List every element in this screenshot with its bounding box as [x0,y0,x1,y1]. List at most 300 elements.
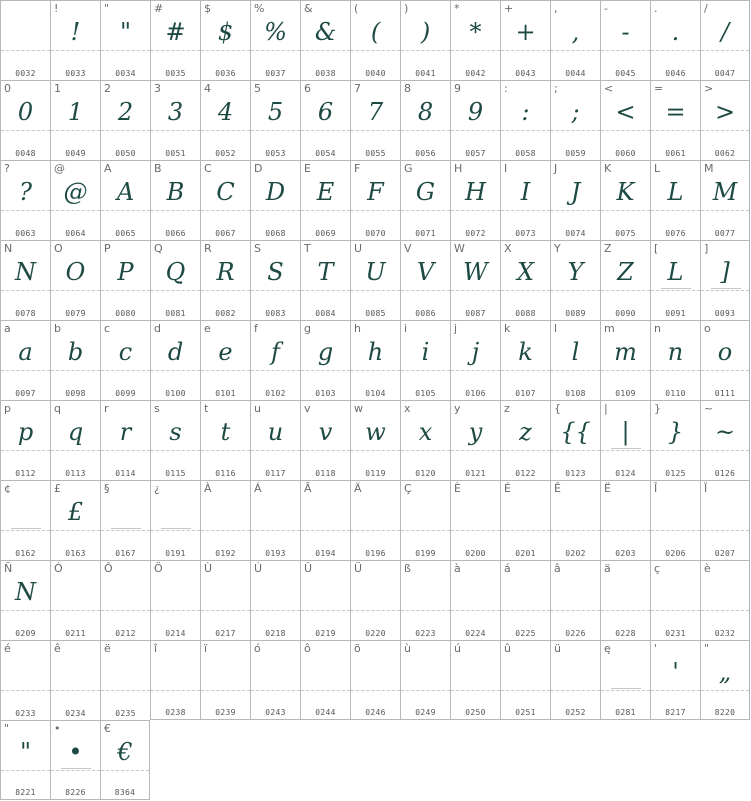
glyph-cell[interactable] [350,0,400,80]
glyph-preview: * [469,18,482,46]
character-label: P [104,242,111,255]
glyph-cell[interactable] [700,0,750,80]
baseline-divider [201,210,250,211]
baseline-divider [601,690,650,691]
glyph-preview: ( [370,18,381,46]
baseline-divider [501,130,550,131]
glyph-preview [151,574,200,610]
char-code-label: 0251 [515,708,536,717]
glyph-cell[interactable] [0,160,50,240]
glyph-preview: b [67,338,84,366]
glyph-cell[interactable] [600,80,650,160]
glyph-cell[interactable] [100,640,150,720]
glyph-cell[interactable] [400,240,450,320]
character-label: ç [654,562,661,575]
glyph-cell[interactable] [0,560,50,640]
glyph-preview: o [717,338,733,366]
glyph-preview: > [714,98,736,126]
glyph-cell[interactable] [450,400,500,480]
character-label: ß [404,562,411,575]
glyph-cell[interactable] [400,80,450,160]
glyph-cell[interactable] [500,320,550,400]
character-label: R [204,242,212,255]
glyph-preview: E [316,178,335,206]
character-label: ô [304,642,311,655]
character-label: < [604,82,614,95]
glyph-preview: z [519,418,532,446]
glyph-preview [1,654,50,690]
char-code-label: 0105 [415,389,436,398]
glyph-cell[interactable] [400,0,450,80]
glyph-underline [161,528,191,529]
char-code-label: 0037 [265,69,286,78]
glyph-preview: : [521,98,530,126]
character-label: Ë [604,482,611,495]
glyph-cell[interactable] [350,320,400,400]
char-code-label: 0206 [665,549,686,558]
glyph-preview [1,494,50,530]
glyph-cell[interactable] [250,80,300,160]
glyph-cell[interactable] [250,320,300,400]
char-code-label: 0068 [265,229,286,238]
glyph-cell[interactable] [500,640,550,720]
glyph-cell[interactable] [150,160,200,240]
glyph-preview: # [165,18,186,46]
char-code-label: 0192 [215,549,236,558]
baseline-divider [451,50,500,51]
baseline-divider [401,290,450,291]
glyph-cell[interactable] [50,320,100,400]
glyph-preview: 9 [467,98,484,126]
glyph-preview: L [667,178,684,206]
char-code-label: 0108 [565,389,586,398]
glyph-cell[interactable] [650,0,700,80]
glyph-cell[interactable] [150,400,200,480]
character-label: Ñ [4,562,13,575]
glyph-cell[interactable] [450,160,500,240]
glyph-cell[interactable] [550,0,600,80]
glyph-cell[interactable] [700,320,750,400]
character-label: - [604,2,608,15]
character-label: m [604,322,615,335]
glyph-cell[interactable] [550,160,600,240]
glyph-cell[interactable] [50,240,100,320]
glyph-cell[interactable] [450,0,500,80]
glyph-cell[interactable] [100,80,150,160]
glyph-cell[interactable] [100,0,150,80]
glyph-cell[interactable] [300,400,350,480]
char-code-label: 0243 [265,708,286,717]
glyph-preview: W [463,258,488,286]
glyph-cell[interactable] [100,240,150,320]
character-label: D [254,162,263,175]
glyph-cell[interactable] [0,240,50,320]
glyph-preview: „ [718,658,732,686]
glyph-cell[interactable] [200,320,250,400]
glyph-cell[interactable] [300,160,350,240]
glyph-cell[interactable] [300,320,350,400]
glyph-cell[interactable] [100,480,150,560]
glyph-cell[interactable] [400,480,450,560]
glyph-cell[interactable] [200,80,250,160]
char-code-label: 0099 [115,389,136,398]
glyph-cell[interactable] [50,480,100,560]
char-code-label: 0062 [714,149,736,158]
character-label: V [404,242,412,255]
glyph-cell[interactable] [100,320,150,400]
glyph-cell[interactable] [100,560,150,640]
glyph-preview: 1 [67,98,84,126]
char-code-label: 0083 [265,309,286,318]
glyph-cell[interactable] [700,640,750,720]
baseline-divider [251,130,300,131]
glyph-cell[interactable] [350,160,400,240]
char-code-label: 0196 [365,549,386,558]
baseline-divider [251,370,300,371]
glyph-cell[interactable] [600,560,650,640]
glyph-cell[interactable] [100,400,150,480]
character-label: ) [404,2,409,15]
glyph-cell[interactable] [250,240,300,320]
baseline-divider [201,690,250,691]
glyph-cell[interactable] [400,640,450,720]
character-label: x [404,402,411,415]
baseline-divider [301,130,350,131]
glyph-preview [551,494,600,530]
glyph-cell[interactable] [250,480,300,560]
baseline-divider [51,530,100,531]
glyph-cell[interactable] [150,240,200,320]
baseline-divider [401,530,450,531]
glyph-cell[interactable] [700,400,750,480]
glyph-cell[interactable] [50,640,100,720]
glyph-cell[interactable] [350,560,400,640]
character-label: F [354,162,361,175]
character-label: H [454,162,463,175]
glyph-cell[interactable] [0,480,50,560]
glyph-preview [351,574,400,610]
glyph-cell[interactable] [150,80,200,160]
glyph-cell[interactable] [450,80,500,160]
char-code-label: 0218 [265,629,286,638]
character-label: û [504,642,511,655]
glyph-cell[interactable] [500,240,550,320]
glyph-cell[interactable] [600,640,650,720]
character-label: Á [254,482,262,495]
glyph-cell[interactable] [200,0,250,80]
glyph-cell[interactable] [350,480,400,560]
glyph-preview: ? [19,178,32,206]
glyph-cell[interactable] [350,400,400,480]
glyph-cell[interactable] [600,320,650,400]
glyph-cell[interactable] [300,480,350,560]
character-label: O [54,242,63,255]
baseline-divider [351,450,400,451]
glyph-cell[interactable] [700,480,750,560]
baseline-divider [351,370,400,371]
glyph-cell[interactable] [700,240,750,320]
glyph-cell[interactable] [650,640,700,720]
glyph-cell[interactable] [150,480,200,560]
char-code-label: 0121 [465,469,486,478]
baseline-divider [351,610,400,611]
glyph-cell[interactable] [150,320,200,400]
baseline-divider [701,610,749,611]
char-code-label: 0040 [365,69,386,78]
glyph-cell[interactable] [500,80,550,160]
glyph-preview: L [667,258,684,286]
char-code-label: 0087 [465,309,486,318]
glyph-cell[interactable] [250,160,300,240]
char-code-label: 0059 [565,149,586,158]
glyph-preview: y [468,418,483,446]
glyph-cell[interactable] [250,640,300,720]
char-code-label: 0212 [115,629,136,638]
baseline-divider [351,50,400,51]
glyph-cell[interactable] [450,640,500,720]
glyph-cell[interactable] [250,0,300,80]
baseline-divider [401,50,450,51]
baseline-divider [301,690,350,691]
glyph-cell[interactable] [50,0,100,80]
glyph-cell[interactable] [700,560,750,640]
glyph-cell[interactable] [650,80,700,160]
char-code-label: 0089 [565,309,586,318]
glyph-cell[interactable] [0,640,50,720]
character-label: é [4,642,11,655]
glyph-cell[interactable] [0,400,50,480]
character-label: p [4,402,11,415]
baseline-divider [301,610,350,611]
glyph-preview: v [318,418,333,446]
baseline-divider [601,130,650,131]
character-label: Ú [254,562,263,575]
baseline-divider [101,530,150,531]
glyph-cell[interactable] [550,320,600,400]
glyph-cell[interactable] [700,160,750,240]
glyph-preview: 7 [367,98,384,126]
glyph-cell[interactable] [150,0,200,80]
char-code-label: 0201 [515,549,536,558]
glyph-cell[interactable] [350,640,400,720]
glyph-preview: T [317,258,334,286]
glyph-cell[interactable] [500,400,550,480]
glyph-cell[interactable] [450,240,500,320]
baseline-divider [701,50,749,51]
char-code-label: 0047 [714,69,736,78]
baseline-divider [501,50,550,51]
glyph-cell[interactable] [0,320,50,400]
glyph-cell[interactable] [200,560,250,640]
baseline-divider [501,450,550,451]
glyph-preview: a [18,338,33,366]
baseline-divider [1,610,50,611]
glyph-cell[interactable] [600,0,650,80]
glyph-cell[interactable] [0,80,50,160]
glyph-cell[interactable] [650,320,700,400]
char-code-label: 0042 [465,69,486,78]
glyph-preview [451,654,500,690]
baseline-divider [101,450,150,451]
glyph-cell[interactable] [450,480,500,560]
glyph-preview [451,494,500,530]
char-code-label: 0051 [165,149,186,158]
glyph-cell[interactable] [400,320,450,400]
glyph-cell[interactable] [550,240,600,320]
character-label: ; [554,82,558,95]
glyph-cell[interactable] [150,640,200,720]
char-code-label: 0045 [615,69,636,78]
baseline-divider [451,690,500,691]
glyph-cell[interactable] [250,400,300,480]
glyph-cell[interactable] [450,560,500,640]
baseline-divider [301,450,350,451]
glyph-cell[interactable] [550,80,600,160]
glyph-preview: s [169,418,182,446]
glyph-cell[interactable] [50,560,100,640]
glyph-cell[interactable] [300,0,350,80]
glyph-cell[interactable] [100,160,150,240]
baseline-divider [151,290,200,291]
glyph-cell[interactable] [350,240,400,320]
glyph-preview: 3 [167,98,184,126]
glyph-cell[interactable] [400,160,450,240]
char-code-label: 0126 [714,469,736,478]
glyph-cell[interactable] [500,560,550,640]
glyph-cell[interactable] [350,80,400,160]
character-label: 9 [454,82,461,95]
glyph-preview: U [365,258,386,286]
baseline-divider [601,530,650,531]
char-code-label: 0113 [65,469,86,478]
baseline-divider [101,50,150,51]
glyph-preview [401,494,450,530]
glyph-cell[interactable] [400,400,450,480]
char-code-label: 0111 [714,389,736,398]
glyph-cell[interactable] [200,160,250,240]
glyph-cell[interactable] [550,640,600,720]
glyph-cell[interactable] [300,640,350,720]
glyph-cell[interactable] [150,560,200,640]
glyph-cell[interactable] [600,240,650,320]
baseline-divider [701,130,749,131]
glyph-cell[interactable] [450,320,500,400]
glyph-preview [701,494,749,530]
glyph-cell[interactable] [650,400,700,480]
baseline-divider [151,50,200,51]
character-label: Z [604,242,612,255]
character-label: i [404,322,408,335]
baseline-divider [401,450,450,451]
glyph-preview [701,574,749,610]
glyph-cell[interactable] [600,160,650,240]
char-code-label: 0119 [365,469,386,478]
char-code-label: 0125 [665,469,686,478]
glyph-cell[interactable] [500,0,550,80]
glyph-preview: N [15,578,36,606]
char-code-label: 0064 [65,229,86,238]
baseline-divider [151,210,200,211]
baseline-divider [501,210,550,211]
glyph-cell[interactable] [600,400,650,480]
baseline-divider [351,130,400,131]
character-label: ( [354,2,359,15]
glyph-cell[interactable] [550,400,600,480]
glyph-preview: i [421,338,430,366]
baseline-divider [1,450,50,451]
glyph-cell[interactable] [200,400,250,480]
baseline-divider [401,210,450,211]
glyph-cell[interactable] [200,240,250,320]
char-code-label: 0120 [415,469,436,478]
char-code-label: 8221 [15,788,36,797]
baseline-divider [451,450,500,451]
baseline-divider [251,610,300,611]
glyph-cell[interactable] [50,160,100,240]
character-label: Ù [204,562,213,575]
baseline-divider [51,210,100,211]
char-code-label: 0115 [165,469,186,478]
glyph-cell[interactable] [100,720,150,800]
glyph-cell[interactable] [300,560,350,640]
glyph-cell[interactable] [650,240,700,320]
character-label: c [104,322,111,335]
glyph-cell[interactable] [650,480,700,560]
glyph-preview [501,494,550,530]
baseline-divider [651,50,700,51]
glyph-cell[interactable] [550,560,600,640]
glyph-preview: D [265,178,286,206]
character-label: B [154,162,162,175]
char-code-label: 0072 [465,229,486,238]
glyph-cell[interactable] [600,480,650,560]
baseline-divider [351,690,400,691]
baseline-divider [251,530,300,531]
char-code-label: 0223 [415,629,436,638]
char-code-label: 0228 [615,629,636,638]
char-code-label: 0122 [515,469,536,478]
glyph-preview [401,654,450,690]
glyph-preview [251,574,300,610]
baseline-divider [401,130,450,131]
glyph-cell[interactable] [500,480,550,560]
char-code-label: 0060 [615,149,636,158]
character-label: 8 [404,82,411,95]
glyph-cell[interactable] [650,560,700,640]
glyph-cell[interactable] [700,80,750,160]
glyph-cell[interactable] [200,640,250,720]
glyph-preview: h [367,338,384,366]
glyph-cell[interactable] [400,560,450,640]
glyph-cell[interactable] [50,80,100,160]
glyph-cell[interactable] [550,480,600,560]
char-code-label: 0238 [165,708,186,717]
glyph-cell[interactable] [200,480,250,560]
glyph-cell[interactable] [0,720,50,800]
glyph-cell[interactable] [300,80,350,160]
baseline-divider [51,130,100,131]
glyph-cell[interactable] [300,240,350,320]
glyph-cell[interactable] [50,400,100,480]
glyph-cell[interactable] [50,720,100,800]
character-label: % [254,2,265,15]
glyph-cell[interactable] [0,0,50,80]
baseline-divider [651,530,700,531]
glyph-cell[interactable] [500,160,550,240]
glyph-cell[interactable] [650,160,700,240]
char-code-label: 0081 [165,309,186,318]
glyph-cell[interactable] [250,560,300,640]
